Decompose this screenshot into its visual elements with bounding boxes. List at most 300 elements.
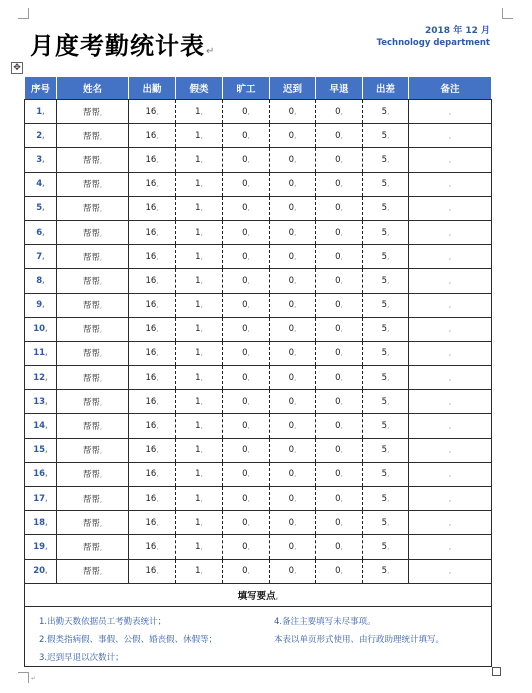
table-cell[interactable]: [129, 341, 176, 365]
cell-end-mark: ,: [200, 494, 203, 503]
document-title[interactable]: [30, 26, 215, 61]
table-cell[interactable]: [223, 511, 270, 535]
note-item[interactable]: 本表以单页形式使用、由行政助理统计填写。: [274, 635, 445, 645]
table-cell[interactable]: [57, 148, 129, 172]
table-cell[interactable]: [129, 487, 176, 511]
table-cell[interactable]: [223, 341, 270, 365]
table-cell[interactable]: [129, 245, 176, 269]
cell-value: 0: [242, 493, 248, 504]
table-cell[interactable]: [57, 124, 129, 148]
table-cell[interactable]: [223, 124, 270, 148]
table-cell[interactable]: [129, 196, 176, 220]
table-cell[interactable]: [57, 317, 129, 341]
table-cell[interactable]: [176, 487, 223, 511]
table-cell[interactable]: [223, 196, 270, 220]
table-cell[interactable]: [316, 293, 363, 317]
table-cell[interactable]: [409, 438, 492, 462]
table-cell[interactable]: [363, 462, 409, 486]
cell-value: 帮帮: [82, 131, 100, 142]
table-cell[interactable]: [57, 462, 129, 486]
note-item[interactable]: 4.备注主要填写未尽事项。: [274, 617, 376, 627]
cell-value: 1: [195, 517, 201, 528]
cell-end-mark: ,: [448, 204, 452, 213]
table-cell[interactable]: [409, 220, 492, 244]
cell-end-mark: ,: [156, 325, 159, 334]
table-cell[interactable]: [25, 124, 57, 148]
cell-value: 1: [195, 324, 201, 335]
table-row: [25, 245, 492, 269]
table-cell[interactable]: [176, 414, 223, 438]
table-cell[interactable]: [129, 462, 176, 486]
table-cell[interactable]: [270, 124, 316, 148]
table-cell[interactable]: [129, 511, 176, 535]
column-header[interactable]: 姓名: [57, 77, 129, 100]
table-cell[interactable]: [223, 438, 270, 462]
table-cell[interactable]: [57, 269, 129, 293]
table-cell[interactable]: [316, 535, 363, 559]
table-cell[interactable]: [316, 414, 363, 438]
table-cell[interactable]: [176, 511, 223, 535]
table-cell[interactable]: [25, 535, 57, 559]
cell-end-mark: ,: [294, 373, 297, 382]
table-cell[interactable]: [270, 317, 316, 341]
table-cell[interactable]: [270, 100, 316, 124]
cell-value: 16: [145, 541, 157, 552]
table-cell[interactable]: [363, 366, 409, 390]
cell-value: 4: [36, 179, 43, 190]
table-cell[interactable]: [57, 535, 129, 559]
table-cell[interactable]: [316, 438, 363, 462]
cell-end-mark: ,: [156, 131, 159, 140]
cell-end-mark: ,: [448, 180, 452, 189]
table-cell[interactable]: [223, 366, 270, 390]
table-cell[interactable]: [270, 366, 316, 390]
cell-value: 0: [242, 106, 248, 117]
cell-value: 0: [242, 372, 248, 383]
table-cell[interactable]: [270, 414, 316, 438]
table-cell[interactable]: [270, 341, 316, 365]
cell-value: 0: [335, 566, 341, 577]
table-cell[interactable]: [57, 220, 129, 244]
cell-end-mark: ,: [448, 349, 452, 358]
table-cell[interactable]: [25, 341, 57, 365]
table-cell[interactable]: [409, 341, 492, 365]
cell-value: 帮帮: [82, 228, 100, 239]
table-cell[interactable]: [25, 414, 57, 438]
cell-end-mark: ,: [294, 155, 297, 164]
table-cell[interactable]: [316, 462, 363, 486]
table-cell[interactable]: [363, 390, 409, 414]
table-cell[interactable]: [57, 438, 129, 462]
table-cell[interactable]: [316, 220, 363, 244]
table-cell[interactable]: [270, 245, 316, 269]
table-cell[interactable]: [363, 100, 409, 124]
table-cell[interactable]: [129, 293, 176, 317]
table-cell[interactable]: [176, 317, 223, 341]
table-cell[interactable]: [57, 390, 129, 414]
department-name[interactable]: Technology department: [376, 38, 490, 48]
cell-value: 0: [288, 324, 295, 335]
table-cell[interactable]: [176, 196, 223, 220]
table-cell[interactable]: [409, 462, 492, 486]
table-cell[interactable]: [176, 366, 223, 390]
table-cell[interactable]: [57, 245, 129, 269]
cell-value: 1: [36, 106, 43, 117]
cell-value: 0: [335, 396, 341, 407]
table-cell[interactable]: [176, 220, 223, 244]
table-cell[interactable]: [363, 124, 409, 148]
table-cell[interactable]: [223, 462, 270, 486]
cell-value: 0: [288, 275, 295, 286]
table-cell[interactable]: [270, 535, 316, 559]
table-cell[interactable]: [57, 559, 129, 583]
table-cell[interactable]: [129, 172, 176, 196]
cell-end-mark: ,: [156, 494, 159, 503]
cell-value: 1: [195, 348, 201, 359]
table-cell[interactable]: [316, 196, 363, 220]
table-row: [25, 341, 492, 365]
cell-end-mark: ,: [156, 228, 159, 237]
cell-end-mark: ,: [247, 204, 250, 213]
table-cell[interactable]: [409, 390, 492, 414]
table-cell[interactable]: [129, 317, 176, 341]
table-cell[interactable]: [363, 487, 409, 511]
table-cell[interactable]: [176, 438, 223, 462]
notes-title-text[interactable]: 填写要点: [237, 591, 276, 602]
cell-end-mark: ,: [294, 252, 297, 261]
table-cell[interactable]: [316, 100, 363, 124]
cell-end-mark: ,: [448, 567, 452, 576]
cell-end-mark: ,: [156, 107, 159, 116]
table-cell[interactable]: [25, 100, 57, 124]
table-cell[interactable]: [176, 148, 223, 172]
cell-end-mark: ,: [99, 471, 103, 480]
table-cell[interactable]: [129, 269, 176, 293]
cell-end-mark: ,: [99, 326, 103, 335]
table-cell[interactable]: [270, 390, 316, 414]
table-cell[interactable]: [176, 124, 223, 148]
cell-value: 0: [288, 493, 295, 504]
table-cell[interactable]: [270, 462, 316, 486]
table-cell[interactable]: [176, 293, 223, 317]
table-cell[interactable]: [57, 414, 129, 438]
cell-value: 1: [195, 469, 201, 480]
table-cell[interactable]: [363, 172, 409, 196]
table-cell[interactable]: [57, 487, 129, 511]
table-cell[interactable]: [316, 366, 363, 390]
title-text[interactable]: 月度考勤统计表: [30, 32, 205, 60]
table-cell[interactable]: [363, 414, 409, 438]
cell-value: 0: [242, 541, 248, 552]
table-cell[interactable]: [270, 148, 316, 172]
column-header[interactable]: 早退: [316, 77, 363, 100]
cell-end-mark: ,: [247, 397, 250, 406]
cell-end-mark: ,: [448, 276, 452, 285]
table-cell[interactable]: [176, 341, 223, 365]
column-header[interactable]: 假类: [176, 77, 223, 100]
column-header[interactable]: 序号: [25, 77, 57, 100]
cell-end-mark: ,: [387, 542, 390, 551]
table-cell[interactable]: [25, 317, 57, 341]
table-cell[interactable]: [129, 390, 176, 414]
table-cell[interactable]: [176, 100, 223, 124]
attendance-table[interactable]: [24, 76, 492, 584]
cell-end-mark: ,: [387, 107, 390, 116]
table-cell[interactable]: [363, 438, 409, 462]
table-cell[interactable]: [270, 269, 316, 293]
cell-value: 18: [33, 517, 46, 528]
table-cell[interactable]: [129, 366, 176, 390]
cell-value: 0: [288, 541, 295, 552]
column-header[interactable]: 迟到: [270, 77, 316, 100]
table-cell[interactable]: [57, 341, 129, 365]
table-cell[interactable]: [176, 172, 223, 196]
cell-value: 16: [145, 517, 157, 528]
table-cell[interactable]: [176, 269, 223, 293]
table-cell[interactable]: [363, 341, 409, 365]
table-cell[interactable]: [25, 390, 57, 414]
note-item[interactable]: 3.迟到早退以次数计；: [39, 653, 124, 663]
cell-value: 16: [145, 493, 157, 504]
table-cell[interactable]: [270, 438, 316, 462]
cell-end-mark: ,: [99, 568, 103, 577]
cell-value: 0: [242, 130, 248, 141]
column-header[interactable]: 出勤: [129, 77, 176, 100]
notes-title[interactable]: [25, 588, 491, 602]
table-cell[interactable]: [316, 269, 363, 293]
table-cell[interactable]: [57, 366, 129, 390]
table-cell[interactable]: [409, 124, 492, 148]
table-cell[interactable]: [129, 414, 176, 438]
table-cell[interactable]: [270, 172, 316, 196]
cell-value: 16: [33, 469, 46, 480]
notes-box[interactable]: [24, 583, 492, 667]
cell-value: 16: [145, 421, 157, 432]
table-cell[interactable]: [25, 511, 57, 535]
table-cell[interactable]: [129, 124, 176, 148]
table-cell[interactable]: [25, 487, 57, 511]
table-cell[interactable]: [57, 511, 129, 535]
table-cell[interactable]: [409, 317, 492, 341]
table-cell[interactable]: [25, 366, 57, 390]
table-cell[interactable]: [176, 559, 223, 583]
cell-value: 0: [335, 227, 341, 238]
table-cell[interactable]: [363, 245, 409, 269]
cell-value: 1: [195, 154, 201, 165]
cell-end-mark: ,: [200, 204, 203, 213]
table-cell[interactable]: [25, 172, 57, 196]
cell-end-mark: ,: [200, 373, 203, 382]
table-cell[interactable]: [223, 100, 270, 124]
cell-end-mark: ,: [294, 349, 297, 358]
table-cell[interactable]: [409, 366, 492, 390]
table-cell[interactable]: [409, 487, 492, 511]
table-cell[interactable]: [316, 487, 363, 511]
table-row: [25, 196, 492, 220]
table-cell[interactable]: [316, 341, 363, 365]
table-row: [25, 100, 492, 124]
table-cell[interactable]: [25, 220, 57, 244]
table-cell[interactable]: [25, 438, 57, 462]
table-cell[interactable]: [409, 148, 492, 172]
cell-end-mark: ,: [99, 229, 103, 238]
table-cell[interactable]: [270, 559, 316, 583]
cell-end-mark: ,: [247, 180, 250, 189]
note-item[interactable]: 1.出勤天数依据员工考勤表统计；: [39, 617, 167, 627]
table-cell[interactable]: [409, 414, 492, 438]
table-cell[interactable]: [129, 535, 176, 559]
table-cell[interactable]: [270, 511, 316, 535]
table-cell[interactable]: [25, 269, 57, 293]
table-cell[interactable]: [316, 245, 363, 269]
cell-end-mark: ,: [340, 301, 343, 310]
table-cell[interactable]: [176, 245, 223, 269]
table-cell[interactable]: [316, 390, 363, 414]
cell-value: 帮帮: [82, 155, 100, 166]
cell-value: 0: [288, 396, 295, 407]
cell-end-mark: ,: [340, 494, 343, 503]
cell-end-mark: ,: [387, 470, 390, 479]
table-cell[interactable]: [223, 172, 270, 196]
cell-end-mark: ,: [200, 107, 203, 116]
cell-end-mark: ,: [387, 252, 390, 261]
column-header[interactable]: 出差: [363, 77, 409, 100]
table-cell[interactable]: [25, 148, 57, 172]
table-cell[interactable]: [409, 535, 492, 559]
table-cell[interactable]: [25, 293, 57, 317]
cell-value: 16: [145, 566, 157, 577]
column-header[interactable]: 备注: [409, 77, 492, 100]
table-row: [25, 511, 492, 535]
table-cell[interactable]: [223, 245, 270, 269]
cell-end-mark: ,: [99, 108, 103, 117]
table-cell[interactable]: [316, 148, 363, 172]
table-cell[interactable]: [57, 293, 129, 317]
table-move-handle-icon[interactable]: ✥: [11, 62, 23, 74]
column-header[interactable]: 旷工: [223, 77, 270, 100]
table-cell[interactable]: [270, 293, 316, 317]
table-cell[interactable]: [316, 317, 363, 341]
table-cell[interactable]: [25, 196, 57, 220]
table-cell[interactable]: [409, 100, 492, 124]
table-cell[interactable]: [363, 269, 409, 293]
table-cell[interactable]: [176, 462, 223, 486]
table-cell[interactable]: [25, 559, 57, 583]
table-cell[interactable]: [363, 220, 409, 244]
note-item[interactable]: 2.假类指病假、事假、公假、婚丧假、休假等；: [39, 635, 218, 645]
table-cell[interactable]: [223, 293, 270, 317]
cell-end-mark: ,: [294, 446, 297, 455]
table-cell[interactable]: [223, 269, 270, 293]
table-cell[interactable]: [316, 559, 363, 583]
table-cell[interactable]: [363, 196, 409, 220]
table-cell[interactable]: [223, 390, 270, 414]
cell-end-mark: ,: [247, 301, 250, 310]
table-cell[interactable]: [223, 559, 270, 583]
cell-value: 0: [288, 517, 295, 528]
table-cell[interactable]: [129, 100, 176, 124]
table-cell[interactable]: [57, 196, 129, 220]
table-cell[interactable]: [223, 317, 270, 341]
table-cell[interactable]: [363, 148, 409, 172]
table-cell[interactable]: [129, 220, 176, 244]
cell-value: 0: [335, 324, 341, 335]
cell-end-mark: ,: [387, 204, 390, 213]
cell-value: 0: [335, 445, 341, 456]
table-cell[interactable]: [57, 100, 129, 124]
cell-value: 1: [195, 179, 201, 190]
table-cell[interactable]: [129, 438, 176, 462]
table-cell[interactable]: [57, 172, 129, 196]
table-cell[interactable]: [176, 390, 223, 414]
table-cell[interactable]: [223, 148, 270, 172]
table-cell[interactable]: [223, 487, 270, 511]
cell-value: 0: [242, 203, 248, 214]
cell-end-mark: ,: [156, 180, 159, 189]
cell-end-mark: ,: [247, 252, 250, 261]
cell-end-mark: ,: [448, 397, 452, 406]
cell-end-mark: ,: [247, 325, 250, 334]
cell-end-mark: ,: [156, 349, 159, 358]
table-cell[interactable]: [363, 511, 409, 535]
cell-end-mark: ,: [387, 228, 390, 237]
cell-end-mark: ,: [42, 155, 45, 164]
table-cell[interactable]: [363, 559, 409, 583]
table-row: [25, 414, 492, 438]
table-cell[interactable]: [409, 245, 492, 269]
cell-end-mark: ,: [42, 252, 45, 261]
table-cell[interactable]: [129, 148, 176, 172]
cell-end-mark: ,: [45, 349, 48, 358]
table-cell[interactable]: [363, 535, 409, 559]
table-cell[interactable]: [409, 559, 492, 583]
cell-end-mark: ,: [45, 518, 48, 527]
table-cell[interactable]: [409, 196, 492, 220]
cell-end-mark: ,: [294, 276, 297, 285]
table-cell[interactable]: [270, 196, 316, 220]
table-cell[interactable]: [316, 124, 363, 148]
cell-end-mark: ,: [387, 567, 390, 576]
table-cell[interactable]: [316, 511, 363, 535]
table-cell[interactable]: [270, 487, 316, 511]
table-cell[interactable]: [223, 220, 270, 244]
table-cell[interactable]: [129, 559, 176, 583]
table-cell[interactable]: [176, 535, 223, 559]
table-cell[interactable]: [223, 535, 270, 559]
cell-end-mark: ,: [45, 373, 48, 382]
report-date[interactable]: 2018 年 12 月: [425, 26, 490, 36]
table-cell[interactable]: [363, 317, 409, 341]
cell-end-mark: ,: [247, 107, 250, 116]
cell-end-mark: ,: [99, 423, 103, 432]
table-cell[interactable]: [270, 220, 316, 244]
cell-value: 0: [242, 396, 248, 407]
cell-end-mark: ,: [448, 155, 452, 164]
table-cell[interactable]: [363, 293, 409, 317]
table-cell[interactable]: [223, 414, 270, 438]
cell-end-mark: ,: [247, 131, 250, 140]
cell-end-mark: ,: [200, 349, 203, 358]
table-cell[interactable]: [25, 462, 57, 486]
cell-end-mark: ,: [294, 470, 297, 479]
table-cell[interactable]: [25, 245, 57, 269]
table-cell[interactable]: [316, 172, 363, 196]
table-cell[interactable]: [409, 511, 492, 535]
table-cell[interactable]: [409, 269, 492, 293]
table-cell[interactable]: [409, 172, 492, 196]
table-cell[interactable]: [409, 293, 492, 317]
table-resize-handle[interactable]: [492, 667, 501, 676]
